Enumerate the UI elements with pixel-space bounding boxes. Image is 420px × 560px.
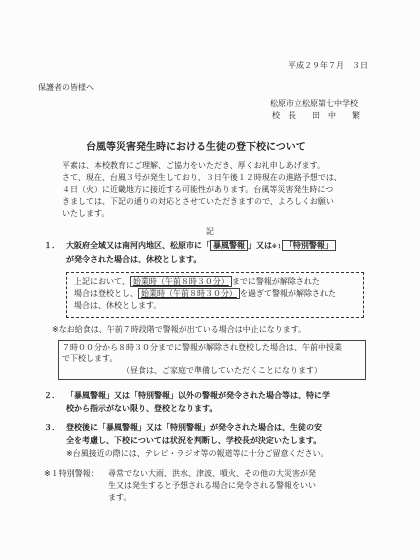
item2-line-1: 「暴風警報」又は「特別警報」以外の警報が発令された場合等は、特に学 xyxy=(66,391,330,400)
item1-text-c: 」又は xyxy=(248,241,272,250)
intro-line-3: ４日（火）に近畿地方に接近する可能性があります。台風等災害発生時につ xyxy=(62,185,334,194)
item1-note-mark: ※１ xyxy=(272,244,282,250)
footnote-line-3: ます。 xyxy=(108,493,132,502)
box1-line-3: 場合は、休校とします。 xyxy=(74,301,162,310)
item1-line-2: が発令された場合は、休校とします。 xyxy=(66,255,202,264)
box2-line-2: で下校します。 xyxy=(62,354,118,363)
box1-line-1 xyxy=(74,276,320,288)
principal-name: 校 長 田 中 繁 xyxy=(272,111,360,120)
footnote-line-2: 生又は発生すると予想される場合に発令される警報をいい xyxy=(108,481,316,490)
school-name: 松原市立松原第七中学校 xyxy=(270,99,358,108)
intro-line-5: いたします。 xyxy=(62,209,110,218)
intro-line-1: 平素は、本校教育にご理解、ご協力をいただき、厚くお礼申しあげます。 xyxy=(62,161,326,170)
box1-start-time: 始業時（午前８時３０分） xyxy=(130,276,232,287)
box2-line-3: （昼食は、ご家庭で準備していただくことになります） xyxy=(122,366,322,375)
item3-line-1: 登校後に「暴風警報」又は「特別警報」が発令された場合は、生徒の安 xyxy=(66,423,322,432)
box1-text-2a: 場合は登校とし、 xyxy=(74,289,138,298)
item1-text-a: 大阪府全域又は南河内地区、松原市に「 xyxy=(66,241,210,250)
ki-marker: 記 xyxy=(206,227,214,236)
lunch-note: ※なお給食は、午前７時段階で警報が出ている場合は中止になります。 xyxy=(52,325,307,334)
item3-number: ３． xyxy=(44,423,60,432)
box1-start-time-2: 始業時（午前８時３０分） xyxy=(138,288,240,299)
item2-line-2: 校から指示がない限り、登校となります。 xyxy=(66,404,218,413)
item1-special-warning: 「特別警報」 xyxy=(282,240,336,251)
box1-text-a: 上記において、 xyxy=(74,277,130,286)
box1-text-c: までに警報が解除された xyxy=(231,277,320,286)
item2-number: ２． xyxy=(44,391,60,400)
item1-storm-warning: 暴風警報 xyxy=(210,240,248,251)
item3-line-3: ※台風接近の際には、テレビ・ラジオ等の報道等に十分ご留意ください。 xyxy=(66,449,329,458)
box2-line-1: ７時００分から８時３０分までに警報が解除され登校した場合は、午前中授業 xyxy=(62,343,342,352)
recipient: 保護者の皆様へ xyxy=(38,83,94,92)
intro-line-2: さて、現在、台風３号が発生しており、３日午後１２時現在の進路予想では、 xyxy=(62,173,342,182)
intro-line-4: きましては、下記の通りの対応とさせていただきますので、よろしくお願い xyxy=(62,197,334,206)
document-title: 台風等災害発生時における生徒の登下校について xyxy=(86,142,306,153)
box1-text-2c: を過ぎて警報が解除された xyxy=(240,289,336,298)
document-date: 平成２９年７月 ３日 xyxy=(288,61,368,70)
footnote-line-1: 尋常でない大雨、洪水、津波、噴火、その他の大災害が発 xyxy=(108,469,316,478)
item1-line-1 xyxy=(66,240,336,253)
box1-line-2 xyxy=(74,288,336,300)
item1-number: １． xyxy=(44,241,60,250)
item3-line-2: 全を考慮し、下校については状況を判断し、学校長が決定いたします。 xyxy=(66,436,322,445)
footnote-label: ※１特別警報： xyxy=(44,469,99,478)
